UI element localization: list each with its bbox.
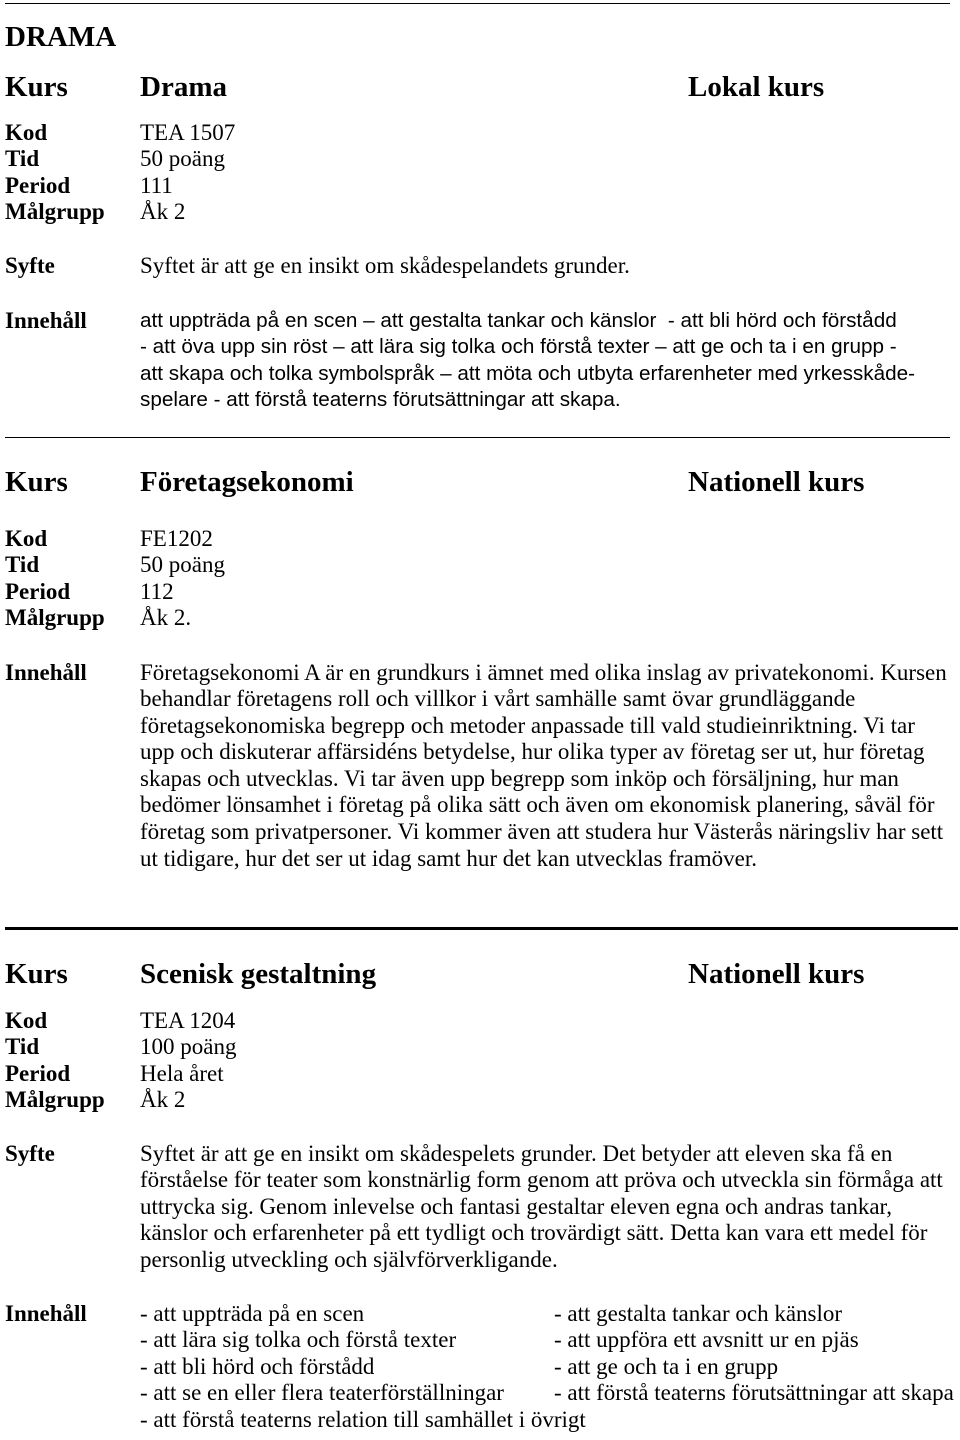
field-value-kod: TEA 1204 <box>140 1007 236 1033</box>
innehall-list-item: - att gestalta tankar och känslor <box>554 1300 843 1326</box>
field-label-tid: Tid <box>5 1034 40 1060</box>
syfte-line: förståelse för teater som konstnärlig form genom att pröva och utveckla sin förmåga att <box>140 1167 943 1193</box>
innehall-line: företagsekonomiska begrepp och metoder anpassade till vald studieinriktning. Vi tar <box>140 712 915 738</box>
course-name: Scenisk gestaltning <box>140 958 377 990</box>
field-row-malgrupp <box>0 605 960 632</box>
field-value-malgrupp: Åk 2 <box>140 199 186 225</box>
field-value-kod: FE1202 <box>140 525 213 551</box>
field-row-period <box>0 579 960 606</box>
field-value-malgrupp: Åk 2 <box>140 1087 186 1113</box>
innehall-list-item: - att se en eller flera teaterförställningar <box>140 1380 504 1406</box>
field-label-kod: Kod <box>5 1007 48 1033</box>
field-label-tid: Tid <box>5 146 40 172</box>
field-label-kod: Kod <box>5 525 48 551</box>
field-value-kod: TEA 1507 <box>140 119 236 145</box>
course-type: Nationell kurs <box>688 958 865 990</box>
innehall-list-item: - att förstå teaterns relation till samhället i övrigt <box>140 1406 586 1432</box>
innehall-line: spelare - att förstå teaterns förutsättningar att skapa. <box>140 388 621 412</box>
field-row-period <box>0 1061 960 1088</box>
syfte-text <box>140 253 630 280</box>
field-label-kod: Kod <box>5 119 48 145</box>
syfte-label: Syfte <box>5 253 55 278</box>
innehall-line: upp och diskuterar affärsidéns betydelse, hur olika typer av företag ser ut, hur företag <box>140 739 925 765</box>
field-value-tid: 100 poäng <box>140 1034 237 1060</box>
innehall-list-item: - att förstå teaterns förutsättningar att skapa <box>554 1380 954 1406</box>
field-label-period: Period <box>5 1060 71 1086</box>
innehall-line: - att öva upp sin röst – att lära sig tolka och förstå texter – att ge och ta i en grupp - <box>140 335 897 359</box>
syfte-line: Syftet är att ge en insikt om skådespelandets grunder. <box>140 253 630 278</box>
field-value-tid: 50 poäng <box>140 552 225 578</box>
innehall-list-right <box>554 1301 954 1407</box>
innehall-line: Företagsekonomi A är en grundkurs i ämnet med olika inslag av privatekonomi. Kursen <box>140 659 947 685</box>
innehall-text <box>140 308 915 414</box>
innehall-line: företag som privatpersoner. Vi kommer även att studera hur Västerås näringsliv har sett <box>140 819 944 845</box>
field-row-malgrupp <box>0 199 960 226</box>
course-heading-drama <box>0 70 960 104</box>
field-row-tid <box>0 146 960 173</box>
field-label-malgrupp: Målgrupp <box>5 605 105 631</box>
top-rule <box>5 3 950 4</box>
field-row-kod <box>0 120 960 147</box>
innehall-label: Innehåll <box>5 307 87 333</box>
innehall-line: att skapa och tolka symbolspråk – att möta och utbyta erfarenheter med yrkesskåde- <box>140 361 916 385</box>
syfte-line: personlig utveckling och självförverkligande. <box>140 1246 558 1272</box>
field-label-period: Period <box>5 172 71 198</box>
field-value-period: 111 <box>140 172 173 198</box>
innehall-line: att uppträda på en scen – att gestalta tankar och känslor - att bli hörd och förstådd <box>140 308 897 332</box>
field-row-kod <box>0 526 960 553</box>
field-row-tid <box>0 1034 960 1061</box>
syfte-line: Syftet är att ge en insikt om skådespelets grunder. Det betyder att eleven ska få en <box>140 1140 893 1166</box>
course-kurs-label: Kurs <box>5 466 68 498</box>
innehall-line: skapas och utvecklas. Vi tar även upp begrepp som inköp och försäljning, hur man <box>140 765 899 791</box>
field-value-tid: 50 poäng <box>140 146 225 172</box>
innehall-list-item: - att lära sig tolka och förstå texter <box>140 1327 457 1353</box>
course-kurs-label: Kurs <box>5 71 68 103</box>
innehall-list-item: - att uppföra ett avsnitt ur en pjäs <box>554 1327 859 1353</box>
innehall-list-item: - att uppträda på en scen <box>140 1300 365 1326</box>
course-fields-foretagsekonomi <box>0 526 960 632</box>
innehall-line: behandlar företagens roll och villkor i vårt samhälle samt övar grundläggande <box>140 686 856 712</box>
innehall-label: Innehåll <box>5 659 87 685</box>
syfte-line: känslor och erfarenheter på ett tydligt och trovärdigt sätt. Detta kan vara ett medel för <box>140 1220 928 1246</box>
field-row-kod <box>0 1008 960 1035</box>
field-row-malgrupp <box>0 1087 960 1114</box>
course-type: Lokal kurs <box>688 71 825 103</box>
course-name: Företagsekonomi <box>140 466 354 498</box>
course-heading-foretagsekonomi <box>0 465 960 499</box>
field-label-tid: Tid <box>5 552 40 578</box>
field-row-tid <box>0 552 960 579</box>
section-divider <box>5 437 950 438</box>
syfte-text <box>140 1141 943 1274</box>
innehall-list-left <box>140 1301 586 1434</box>
field-row-period <box>0 173 960 200</box>
section-divider-thick <box>5 927 958 930</box>
innehall-label: Innehåll <box>5 1300 87 1326</box>
syfte-label: Syfte <box>5 1140 55 1166</box>
field-value-malgrupp: Åk 2. <box>140 605 192 631</box>
course-name: Drama <box>140 71 227 103</box>
field-value-period: Hela året <box>140 1060 224 1086</box>
course-heading-scenisk-gestaltning <box>0 957 960 991</box>
course-fields-drama <box>0 120 960 226</box>
field-label-malgrupp: Målgrupp <box>5 199 105 225</box>
innehall-line: ut tidigare, hur det ser ut idag samt hur det kan utvecklas framöver. <box>140 845 757 871</box>
course-kurs-label: Kurs <box>5 958 68 990</box>
field-label-malgrupp: Målgrupp <box>5 1087 105 1113</box>
course-fields-scenisk-gestaltning <box>0 1008 960 1114</box>
field-value-period: 112 <box>140 578 174 604</box>
innehall-text <box>140 660 947 873</box>
innehall-list-item: - att ge och ta i en grupp <box>554 1353 779 1379</box>
field-label-period: Period <box>5 578 71 604</box>
innehall-line: bedömer lönsamhet i företag på olika sätt och även om ekonomisk planering, såväl för <box>140 792 935 818</box>
innehall-list-item: - att bli hörd och förstådd <box>140 1353 375 1379</box>
syfte-line: uttrycka sig. Genom inlevelse och fantasi gestaltar eleven egna och andras tankar, <box>140 1193 893 1219</box>
document-title: DRAMA <box>5 21 117 53</box>
course-type: Nationell kurs <box>688 466 865 498</box>
